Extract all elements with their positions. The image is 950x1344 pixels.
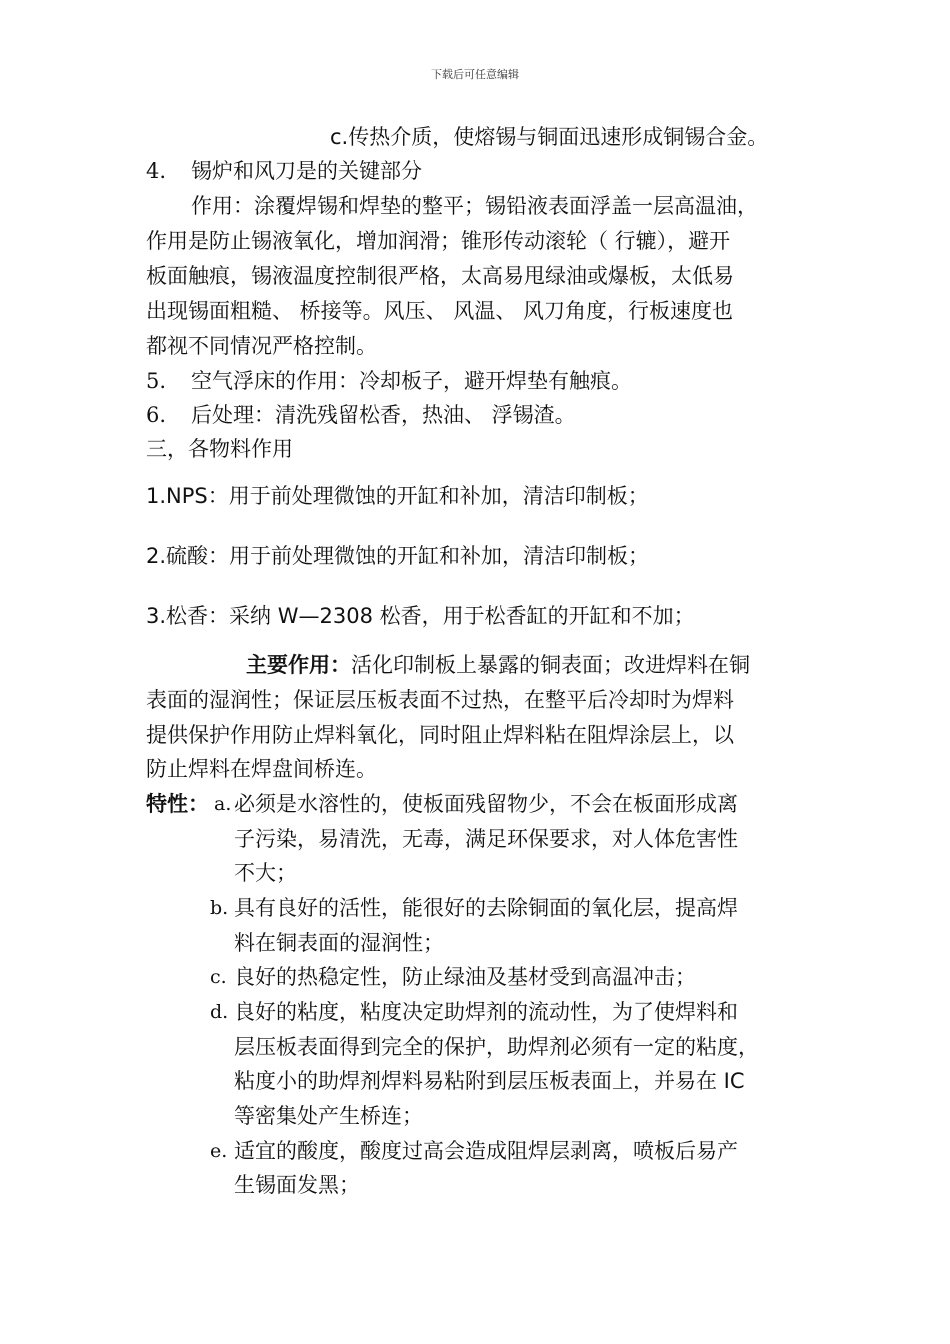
prop-d-line-2: 层压板表面得到完全的保护，助焊剂必须有一定的粘度， (234, 1035, 759, 1059)
prop-e-marker: e. (210, 1140, 228, 1162)
section-heading: 三，各物料作用 (146, 437, 293, 461)
prop-d-line-3: 粘度小的助焊剂焊料易粘附到层压板表面上，并易在 IC (234, 1069, 745, 1093)
prop-e-line-2: 生锡面发黑； (234, 1173, 360, 1197)
prop-c-marker: c. (210, 966, 227, 988)
paragraph-1-line-4: 出现锡面粗糙、 桥接等。风压、 风温、 风刀角度，行板速度也 (146, 299, 734, 323)
paragraph-1-line-3: 板面触痕，锡液温度控制很严格，太高易甩绿油或爆板，太低易 (146, 264, 734, 288)
item-4: 4. 锡炉和风刀是的关键部分 (146, 159, 422, 183)
prop-a-line-2: 子污染，易清洗，无毒，满足环保要求，对人体危害性 (234, 827, 738, 851)
prop-e-line-1: 适宜的酸度，酸度过高会造成阻焊层剥离，喷板后易产 (234, 1139, 738, 1163)
properties-label: 特性： (146, 792, 209, 816)
prop-c-line-1: 良好的热稳定性，防止绿油及基材受到高温冲击； (234, 965, 696, 989)
item-5: 5. 空气浮床的作用：冷却板子，避开焊垫有触痕。 (146, 369, 632, 393)
paragraph-1-line-1: 作用：涂覆焊锡和焊垫的整平；锡铅液表面浮盖一层高温油， (191, 194, 758, 218)
material-nps: 1.NPS：用于前处理微蚀的开缸和补加，清洁印制板； (146, 484, 649, 508)
main-function-label: 主要作用： (246, 653, 351, 677)
material-rosin: 3.松香：采纳 W—2308 松香，用于松香缸的开缸和不加； (146, 604, 695, 628)
prop-b-line-2: 料在铜表面的湿润性； (234, 931, 444, 955)
page-header: 下载后可任意编辑 (431, 68, 519, 81)
paragraph-1-line-5: 都视不同情况严格控制。 (146, 334, 377, 358)
heat-medium-line: c.传热介质，使熔锡与铜面迅速形成铜锡合金。 (330, 125, 769, 149)
prop-a-line-3: 不大； (234, 861, 297, 885)
item-6: 6. 后处理：清洗残留松香，热油、 浮锡渣。 (146, 403, 576, 427)
main-function-line-1: 主要作用：活化印制板上暴露的铜表面；改进焊料在铜 (246, 653, 750, 677)
prop-d-line-1: 良好的粘度，粘度决定助焊剂的流动性，为了使焊料和 (234, 1000, 738, 1024)
main-function-line-2: 表面的湿润性；保证层压板表面不过热，在整平后冷却时为焊料 (146, 688, 734, 712)
prop-a-line-1: 必须是水溶性的，使板面残留物少，不会在板面形成离 (234, 792, 738, 816)
main-function-line-4: 防止焊料在焊盘间桥连。 (146, 757, 377, 781)
paragraph-1-line-2: 作用是防止锡液氧化，增加润滑；锥形传动滚轮（ 行辘），避开 (146, 229, 731, 253)
material-sulfuric-acid: 2.硫酸：用于前处理微蚀的开缸和补加，清洁印制板； (146, 544, 650, 568)
prop-b-line-1: 具有良好的活性，能很好的去除铜面的氧化层，提高焊 (234, 896, 738, 920)
prop-b-marker: b. (210, 897, 229, 919)
main-function-line-3: 提供保护作用防止焊料氧化，同时阻止焊料粘在阻焊涂层上，以 (146, 723, 734, 747)
prop-d-line-4: 等密集处产生桥连； (234, 1104, 423, 1128)
prop-a-marker: a. (214, 793, 232, 815)
prop-d-marker: d. (210, 1001, 229, 1023)
